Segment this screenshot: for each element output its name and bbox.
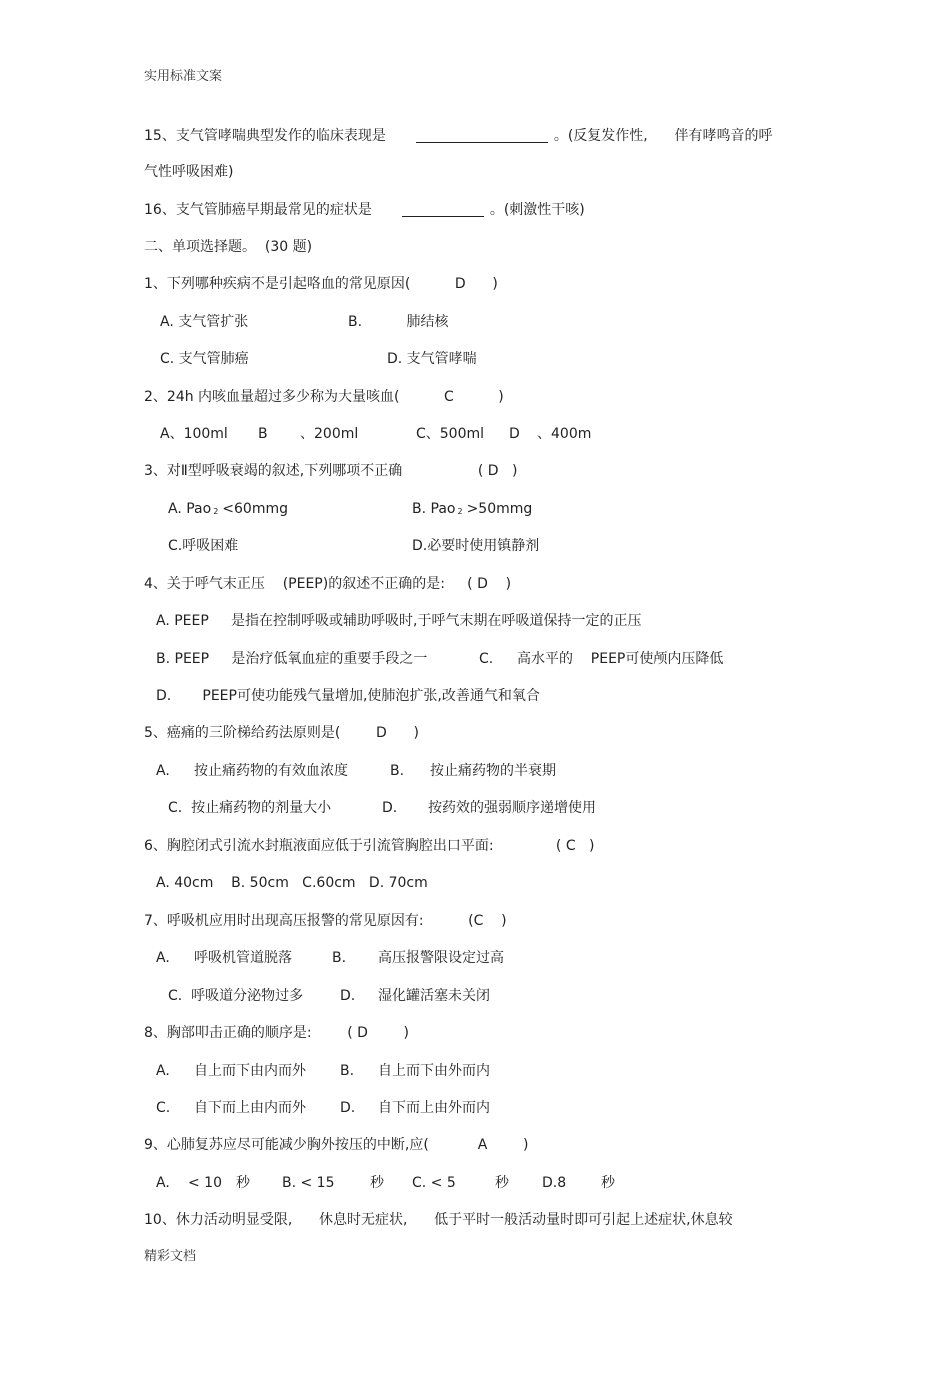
option-c-letter: C. (156, 1100, 171, 1116)
answer-blank (416, 128, 548, 143)
option-b: 高压报警限设定过高 (378, 950, 504, 966)
option-b-letter: B. (390, 763, 405, 779)
option-d-letter: D. (340, 988, 356, 1004)
fill-question-answer: 。(刺激性干咳) (489, 202, 585, 218)
question-stem-8: 8、胸部叩击正确的顺序是: ( D ) (144, 1025, 409, 1041)
option-b: 、200ml (300, 426, 359, 442)
option-a-unit: 秒 (236, 1175, 250, 1191)
option-b: B. < 15 (282, 1175, 335, 1191)
fill-question-15 (144, 126, 772, 146)
question-stem-10: 10、休力活动明显受限, 休息时无症状, 低于平时一般活动量时即可引起上述症状,休息较 (144, 1212, 733, 1228)
option-c: C.呼吸困难 (168, 538, 239, 554)
option-d-letter: D. (382, 800, 398, 816)
option-d: D.8 (542, 1175, 567, 1191)
option-d: D. 支气管哮喘 (387, 351, 477, 367)
option-a: 自上而下由内而外 (194, 1063, 306, 1079)
option-b-letter: B. (340, 1063, 355, 1079)
page-footer: 精彩文档 (144, 1249, 197, 1264)
option-d-unit: 秒 (601, 1175, 615, 1191)
option-a-letter: A. (156, 950, 170, 966)
option-b: B. Pao $_2$ >50mmg (412, 501, 533, 517)
question-stem-1: 1、下列哪种疾病不是引起咯血的常见原因( D ) (144, 276, 498, 292)
option-c: C. 按止痛药物的剂量大小 (168, 800, 332, 816)
option-c: C. 呼吸道分泌物过多 (168, 988, 304, 1004)
option-d-letter: D. (340, 1100, 356, 1116)
option-c: 自下而上由内而外 (194, 1100, 306, 1116)
question-stem-2: 2、24h 内咳血量超过多少称为大量咳血( C ) (144, 389, 504, 405)
option-d: 自下而上由外而内 (378, 1100, 490, 1116)
option-a: A、100ml (160, 426, 228, 442)
page-header: 实用标准文案 (144, 69, 223, 84)
option-d: D.必要时使用镇静剂 (412, 538, 540, 554)
question-stem-9: 9、心肺复苏应尽可能减少胸外按压的中断,应( A ) (144, 1137, 529, 1153)
option-c-unit: 秒 (495, 1175, 509, 1191)
question-stem-5: 5、癌痛的三阶梯给药法原则是( D ) (144, 725, 419, 741)
option-c: C、500ml (416, 426, 485, 442)
option-a: < 10 (188, 1175, 222, 1191)
option-b: 按止痛药物的半衰期 (430, 763, 556, 779)
option-a: A. 支气管扩张 (160, 314, 249, 330)
question-stem-4: 4、关于呼气末正压 (PEEP)的叙述不正确的是: ( D ) (144, 576, 512, 592)
option-a-letter: A. (156, 1063, 170, 1079)
option-c: C. 支气管肺癌 (160, 351, 249, 367)
fill-question-text: 15、支气管哮喘典型发作的临床表现是 (144, 128, 386, 144)
fill-question-answer: 。(反复发作性, 伴有哮鸣音的呼 (553, 128, 773, 144)
option-d: D. PEEP可使功能残气量增加,使肺泡扩张,改善通气和氧合 (156, 688, 540, 704)
option-a-letter: A. (156, 1175, 170, 1191)
option-b-letter: B. (332, 950, 347, 966)
fill-question-text: 16、支气管肺癌早期最常见的症状是 (144, 202, 372, 218)
option-c: 高水平的 PEEP可使颅内压降低 (517, 651, 724, 667)
option-b-unit: 秒 (370, 1175, 384, 1191)
options-line: A. 40cm B. 50cm C.60cm D. 70cm (156, 875, 428, 891)
option-d: 、400m (537, 426, 592, 442)
option-c: C. < 5 (412, 1175, 456, 1191)
option-c-letter: C. (479, 651, 494, 667)
section-heading: 二、单项选择题。 (30 题) (144, 239, 313, 255)
fill-question-16 (144, 200, 585, 220)
option-b-letter: B (258, 426, 268, 442)
question-stem-3: 3、对Ⅱ型呼吸衰竭的叙述,下列哪项不正确 ( D ) (144, 463, 518, 479)
option-b: B. 肺结核 (348, 314, 449, 330)
option-d-letter: D (509, 426, 520, 442)
option-a: A. Pao $_2$ <60mmg (168, 501, 289, 517)
option-d: 湿化罐活塞未关闭 (378, 988, 490, 1004)
option-a-letter: A. (156, 763, 170, 779)
answer-blank (402, 202, 484, 217)
option-b: B. PEEP 是治疗低氧血症的重要手段之一 (156, 651, 428, 667)
fill-question-15-continued: 气性呼吸困难) (144, 164, 234, 180)
option-a: A. PEEP 是指在控制呼吸或辅助呼吸时,于呼气末期在呼吸道保持一定的正压 (156, 613, 642, 629)
option-b: 自上而下由外而内 (378, 1063, 490, 1079)
option-d: 按药效的强弱顺序递增使用 (428, 800, 596, 816)
question-stem-7: 7、呼吸机应用时出现高压报警的常见原因有: (C ) (144, 913, 507, 929)
question-stem-6: 6、胸腔闭式引流水封瓶液面应低于引流管胸腔出口平面: ( C ) (144, 838, 595, 854)
option-a: 按止痛药物的有效血浓度 (194, 763, 348, 779)
option-a: 呼吸机管道脱落 (194, 950, 292, 966)
